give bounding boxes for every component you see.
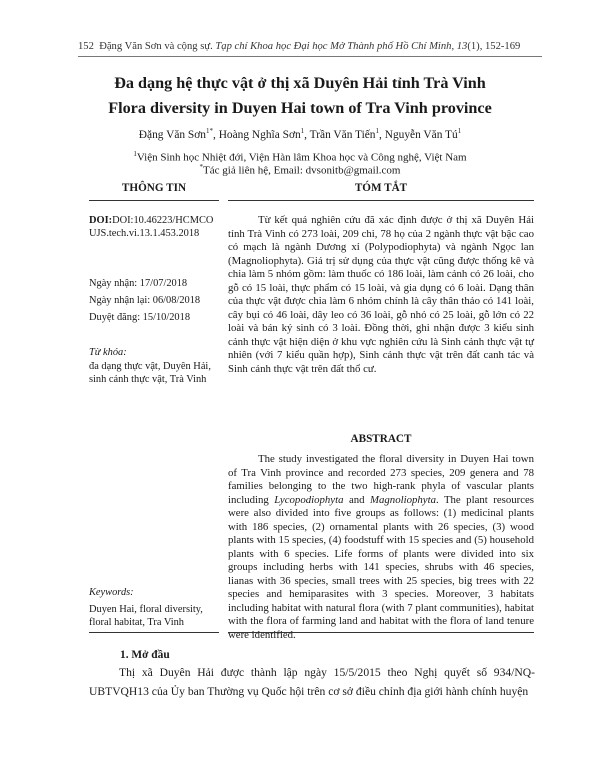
summary-top-rule xyxy=(228,200,534,201)
author-1: Đặng Văn Sơn$^{1*}$ xyxy=(138,127,213,141)
keywords-label-vi: Từ khóa: xyxy=(89,347,127,358)
revised-date: Ngày nhận lại: 06/08/2018 xyxy=(89,295,201,306)
journal-name: Tạp chí Khoa học Đại học Mở Thành phố Hồ Chí Minh, 13 xyxy=(215,41,468,52)
affiliation: $^1$Viện Sinh học Nhiệt đới, Viện Hàn lâm Khoa học và Công nghệ, Việt Nam xyxy=(133,150,467,164)
section-body: Thị xã Duyên Hải được thành lập ngày 15/5/2015 theo Nghị quyết số 934/NQ-UBTVQH13 của Ủy ban Thường vụ Quốc hội trên cơ sở điều chỉnh địa giới hành chính huyện xyxy=(89,666,535,698)
author-2: Hoàng Nghĩa Sơn$^1$ xyxy=(218,127,305,141)
author-list: Đặng Văn Sơn$^{1*}$, Hoàng Nghĩa Sơn$^1$, Trần Văn Tiến$^1$, Nguyễn Văn $Tú^1$ xyxy=(138,127,462,141)
header-authors: Đặng Văn Sơn và cộng sự. xyxy=(99,41,213,52)
info-top-rule xyxy=(89,200,219,201)
keywords-vi: đa dạng thực vật, Duyên Hải, sinh cảnh thực vật, Trà Vinh xyxy=(89,361,211,386)
doi: DOI:DOI:10.46223/HCMCOUJS.tech.vi.13.1.453.2018 xyxy=(89,215,214,240)
running-header xyxy=(78,41,538,52)
title-english: Flora diversity in Duyen Hai town of Tra Vinh province xyxy=(108,99,492,117)
abstract-bottom-rule xyxy=(228,632,534,633)
corresponding-author: *Tác giả liên hệ, Email: dvsonitb@gmail.com xyxy=(199,163,401,177)
journal-issue: (1), 152-169 xyxy=(467,41,521,52)
header-divider xyxy=(78,56,542,57)
section-heading: 1. Mở đầu xyxy=(120,649,170,661)
info-bottom-rule xyxy=(89,632,219,633)
info-heading: THÔNG TIN xyxy=(121,182,187,194)
summary-body: Từ kết quả nghiên cứu đã xác định được ở thị xã Duyên Hải tỉnh Trà Vinh có 273 loài, 209 chi, 78 họ của 2 ngành thực vật bậc cao có mạch là ngành Dương xỉ (Polypodiophyta) và ngành Ngọc lan (Magnoliophyta). Giá trị sử dụng của thực vật cũng được thống kê và chia làm 5 nhóm gồm: làm thuốc có 186 loài, làm cảnh có 26 loài, cho gỗ có 15 loài, thực phẩm có 15 loài, và gia dụng có 6 loài. Dạng thân của thực vật được chia làm 6 nhóm chính là cây thân thảo có 141 loài, cây bụi có 46 loài, dây leo có 36 loài, gỗ nhỏ có 25 loài, gỗ lớn có 22 loài và bán ký sinh có 3 loài. Đồng thời, ghi nhận được 3 kiểu sinh cảnh thực vật hiện diện ở khu vực nghiên cứu là Sinh cảnh thực vật tự nhiên (với 7 kiểu quần hợp), Sinh cảnh thực vật trên đất canh tác và Sinh cảnh thực vật trên đất thổ cư. xyxy=(228,214,534,375)
keywords-label-en: Keywords: xyxy=(89,587,134,598)
abstract-body: The study investigated the floral diversity in Duyen Hai town of Tra Vinh province and recorded 273 species, 209 genera and 78 families belonging to the two high-rank phyla of vascular plants including Lycopodiophyta and Magnoliophyta. The plant resources were also divided into five groups as follows: (1) medicinal plants with 186 species, (2) ornamental plants with 26 species, (3) wood plants with 15 species, (4) foodstuff with 15 species and (5) household plants with 6 species. Life forms of plants were divided into six groups including herbs with 141 species, shrubs with 46 species, lianas with 36 species, small trees with 25 species, big trees with 22 species and hemiparasites with 3 species. Moreover, 3 habitats including habitat with natural flora (with 7 plant communities), habitat with the flora of farming land and habitat with the flora of land tenure were identified. xyxy=(228,453,534,641)
page-number: 152 xyxy=(78,41,94,52)
author-4: Nguyễn Văn $Tú^1$ xyxy=(384,127,462,141)
received-date: Ngày nhận: 17/07/2018 xyxy=(89,278,188,289)
title-vietnamese: Đa dạng hệ thực vật ở thị xã Duyên Hải tỉnh Trà Vinh xyxy=(114,74,486,92)
accepted-date: Duyệt đăng: 15/10/2018 xyxy=(89,312,191,323)
summary-heading: TÓM TẮT xyxy=(354,182,408,194)
keywords-en: Duyen Hai, floral diversity, floral habitat, Tra Vinh xyxy=(89,604,203,629)
abstract-heading: ABSTRACT xyxy=(350,433,412,445)
author-3: Trần Văn Tiến$^1$ xyxy=(309,127,380,141)
